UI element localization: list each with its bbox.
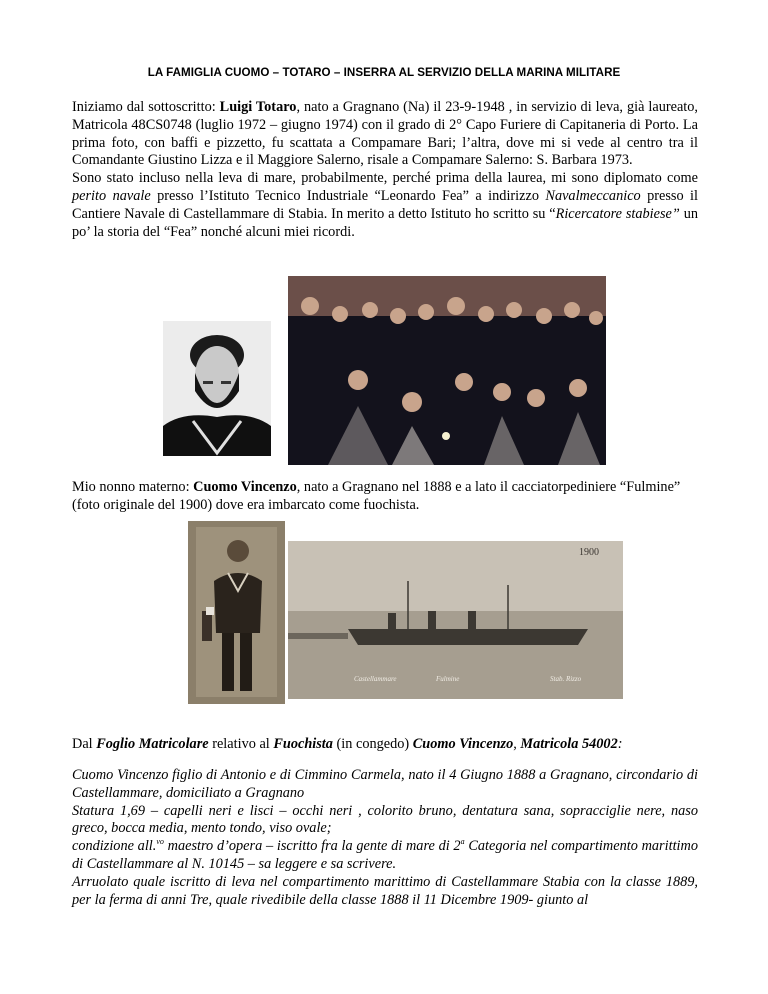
ship-photo-year: 1900 xyxy=(579,547,599,558)
foglio-text: (in congedo) xyxy=(332,736,413,752)
page-title: LA FAMIGLIA CUOMO – TOTARO – INSERRA AL SERVIZIO DELLA MARINA MILITARE xyxy=(147,66,621,79)
grandfather-paragraph xyxy=(72,479,698,515)
intro-text: presso l’Istituto Tecnico Industriale “Leonardo Fea” a indirizzo xyxy=(150,187,546,204)
record-superscript: a xyxy=(460,837,465,847)
record-line: Cuomo Vincenzo figlio di Antonio e di Cimmino Carmela, nato il 4 Giugno 1888 a Gragnano, circondario di Castellammare, domiciliato a Gragnano xyxy=(72,767,698,801)
record-line: condizione all. xyxy=(72,838,157,855)
intro-text: presso il Cantiere Navale di Castellammare di Stabia. In merito a detto Istituto ho scritto su “ xyxy=(72,187,698,222)
foglio-text: , xyxy=(513,736,521,752)
emphasis-text: Navalmeccanico xyxy=(545,187,641,204)
record-line: Arruolato quale iscritto di leva nel compartimento marittimo di Castellammare Stabia con la classe 1889, per la ferma di anni Tre, quale rivedibile della classe 1888 il 11 Dicembre 1909- giunto al xyxy=(72,873,698,908)
portrait-photo xyxy=(163,321,271,456)
foglio-text: relativo al xyxy=(208,736,274,752)
foglio-emphasis: Matricola 54002 xyxy=(520,736,618,752)
record-line: maestro d’opera – iscritto fra la gente di mare di 2 xyxy=(163,838,461,855)
record-paragraph xyxy=(72,767,698,909)
foglio-emphasis: Cuomo Vincenzo xyxy=(412,736,514,752)
foglio-heading xyxy=(72,736,698,754)
foglio-emphasis: Foglio Matricolare xyxy=(96,736,209,752)
grandfather-text: , nato a Gragnano nel 1888 e a lato il cacciatorpediniere “Fulmine” (foto originale del 1900) dove era imbarcato come fuochista. xyxy=(72,479,681,513)
intro-text: Sono stato incluso nella leva di mare, probabilmente, perché prima della laurea, mi sono diplomato come xyxy=(72,170,698,187)
ship-photo-caption-mid: Fulmine xyxy=(436,675,460,683)
emphasis-text: Ricercatore stabiese” xyxy=(555,205,680,222)
group-photo xyxy=(288,276,606,465)
record-line: Categoria nel compartimento marittimo di Castellammare al N. 10145 – sa leggere e sa scrivere. xyxy=(72,838,698,872)
foglio-emphasis: Fuochista xyxy=(273,736,333,752)
foglio-text: Dal xyxy=(72,736,97,752)
ship-photo xyxy=(288,541,623,699)
intro-text: , nato a Gragnano (Na) il 23-9-1948 , in servizio di leva, già laureato, Matricola 48CS0748 (luglio 1972 – giugno 1974) con il grado di 2° Capo Furiere di Capitaneria di Porto. La prima foto, con baffi e pizzetto, fu scattata a Compamare Bari; l’altra, dove mi si vede al centro tra il Comandante Giustino Lizza e il Maggiore Salerno, risale a Compamare Salerno: S. Barbara 1973. xyxy=(72,99,698,169)
record-line: Statura 1,69 – capelli neri e lisci – occhi neri , colorito bruno, dentatura sana, sopracciglie nere, naso greco, bocca media, mento tondo, viso ovale; xyxy=(72,802,698,837)
ship-photo-caption-right: Stab. Rizzo xyxy=(550,675,582,683)
intro-paragraph xyxy=(72,99,698,241)
grandfather-text: Mio nonno materno: xyxy=(72,479,194,495)
record-superscript: vo xyxy=(156,837,164,847)
intro-text: Iniziamo dal sottoscritto: xyxy=(72,99,220,115)
ship-photo-caption-left: Castellammare xyxy=(354,675,397,683)
emphasis-text: perito navale xyxy=(72,187,151,204)
sailor-photo xyxy=(188,521,285,704)
author-name: Luigi Totaro xyxy=(219,99,297,115)
intro-text: un po’ la storia del “Fea” nonché alcuni miei ricordi. xyxy=(72,205,698,240)
foglio-text: : xyxy=(617,736,623,752)
grandfather-name: Cuomo Vincenzo xyxy=(193,479,297,495)
